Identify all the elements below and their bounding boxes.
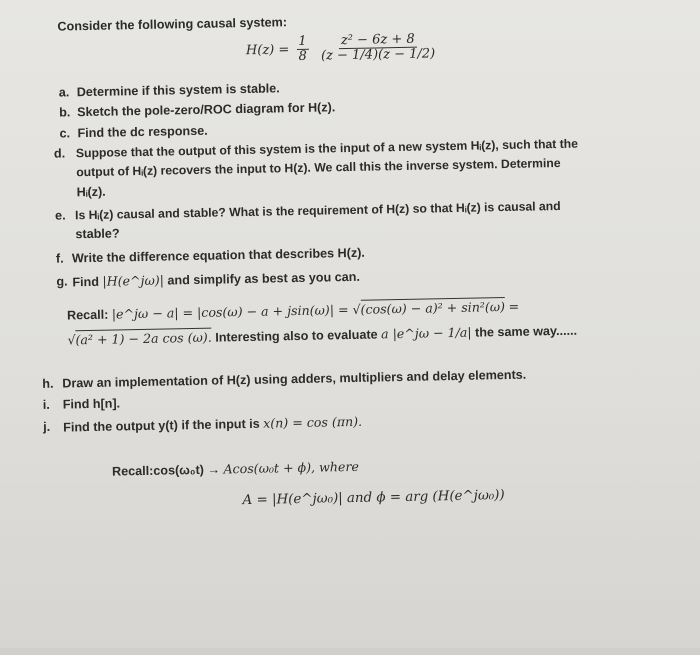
gain-numerator: 1 — [296, 35, 309, 51]
item-text-e-line1: Is Hᵢ(z) causal and stable? What is the requirement of H(z) so that Hᵢ(z) is causal and — [74, 198, 561, 223]
recall1-interesting: Interesting also to evaluate — [215, 327, 378, 345]
sqrt-symbol-2: √ — [67, 332, 76, 348]
arrow-icon: → — [207, 462, 221, 477]
item-label-j: j. — [43, 419, 51, 434]
item-text-h: Draw an implementation of H(z) using adders, multipliers and delay elements. — [62, 367, 527, 391]
transfer-lhs: H(z) = — [245, 42, 290, 59]
recall1-line1 — [67, 299, 519, 323]
item-label-a: a. — [58, 85, 70, 100]
item-text-f: Write the difference equation that describes H(z). — [71, 245, 365, 266]
gain-denominator: 8 — [298, 49, 308, 65]
recall1-line2 — [67, 323, 577, 348]
item-label-h: h. — [42, 376, 54, 391]
item-label-g: g. — [56, 274, 68, 289]
recall1-prefix: Recall: — [66, 307, 109, 323]
item-label-d: d. — [53, 146, 66, 161]
item-text-e-line2: stable? — [75, 226, 120, 242]
recall1-tail: the same way...... — [474, 323, 578, 340]
item-g-magnitude: |H(e^jω)| — [102, 272, 165, 289]
recall2-result: Acos(ω₀t + ϕ), where — [223, 458, 359, 477]
item-j-input: x(n) = cos (πn). — [263, 413, 363, 431]
intro-text: Consider the following causal system: — [57, 15, 288, 34]
recall1-equals: = — [508, 298, 520, 314]
item-label-e: e. — [54, 208, 66, 223]
gain-fraction — [296, 35, 309, 65]
recall1-expr: |e^jω − a| = |cos(ω) − a + jsin(ω)| = — [111, 301, 353, 322]
item-text-d-line2: output of Hᵢ(z) recovers the input to H(z). We call this the inverse system. Determine — [76, 155, 561, 180]
recall2-cos: Recall:cos(ω₀t) — [111, 462, 205, 479]
item-g-find: Find — [72, 274, 100, 290]
item-label-i: i. — [42, 397, 50, 412]
item-label-c: c. — [59, 126, 71, 141]
recall1-eval-expr: a |e^jω − 1/a| — [380, 324, 472, 342]
item-text-i: Find h[n]. — [62, 396, 121, 412]
rational-fraction — [319, 32, 438, 64]
item-label-b: b. — [58, 105, 71, 120]
item-label-f: f. — [55, 251, 64, 266]
item-text-d-line3: Hᵢ(z). — [76, 184, 106, 200]
item-g-rest: and simplify as best as you can. — [167, 269, 361, 288]
item-j-text: Find the output y(t) if the input is — [63, 416, 260, 435]
transfer-numerator: z² − 6z + 8 — [339, 33, 417, 50]
item-text-j — [63, 414, 362, 435]
transfer-function — [246, 32, 441, 65]
recall1-sqrt1: (cos(ω) − a)² + sin²(ω) — [360, 299, 506, 317]
item-text-g — [72, 269, 360, 290]
item-text-c: Find the dc response. — [77, 123, 208, 141]
recall2-line2: A = |H(e^jω₀)| and ϕ = arg (H(e^jω₀)) — [242, 488, 505, 509]
item-text-b: Sketch the pole-zero/ROC diagram for H(z). — [76, 100, 336, 120]
sqrt-symbol-1: √ — [352, 301, 361, 317]
recall2-line1 — [112, 459, 359, 479]
item-text-d-line1: Suppose that the output of this system is the input of a new system Hᵢ(z), such that the — [75, 136, 579, 161]
recall1-sqrt2: (a² + 1) − 2a cos (ω). — [75, 329, 212, 348]
transfer-denominator: (z − 1/4)(z − 1/2) — [320, 46, 436, 64]
item-text-a: Determine if this system is stable. — [76, 81, 280, 100]
